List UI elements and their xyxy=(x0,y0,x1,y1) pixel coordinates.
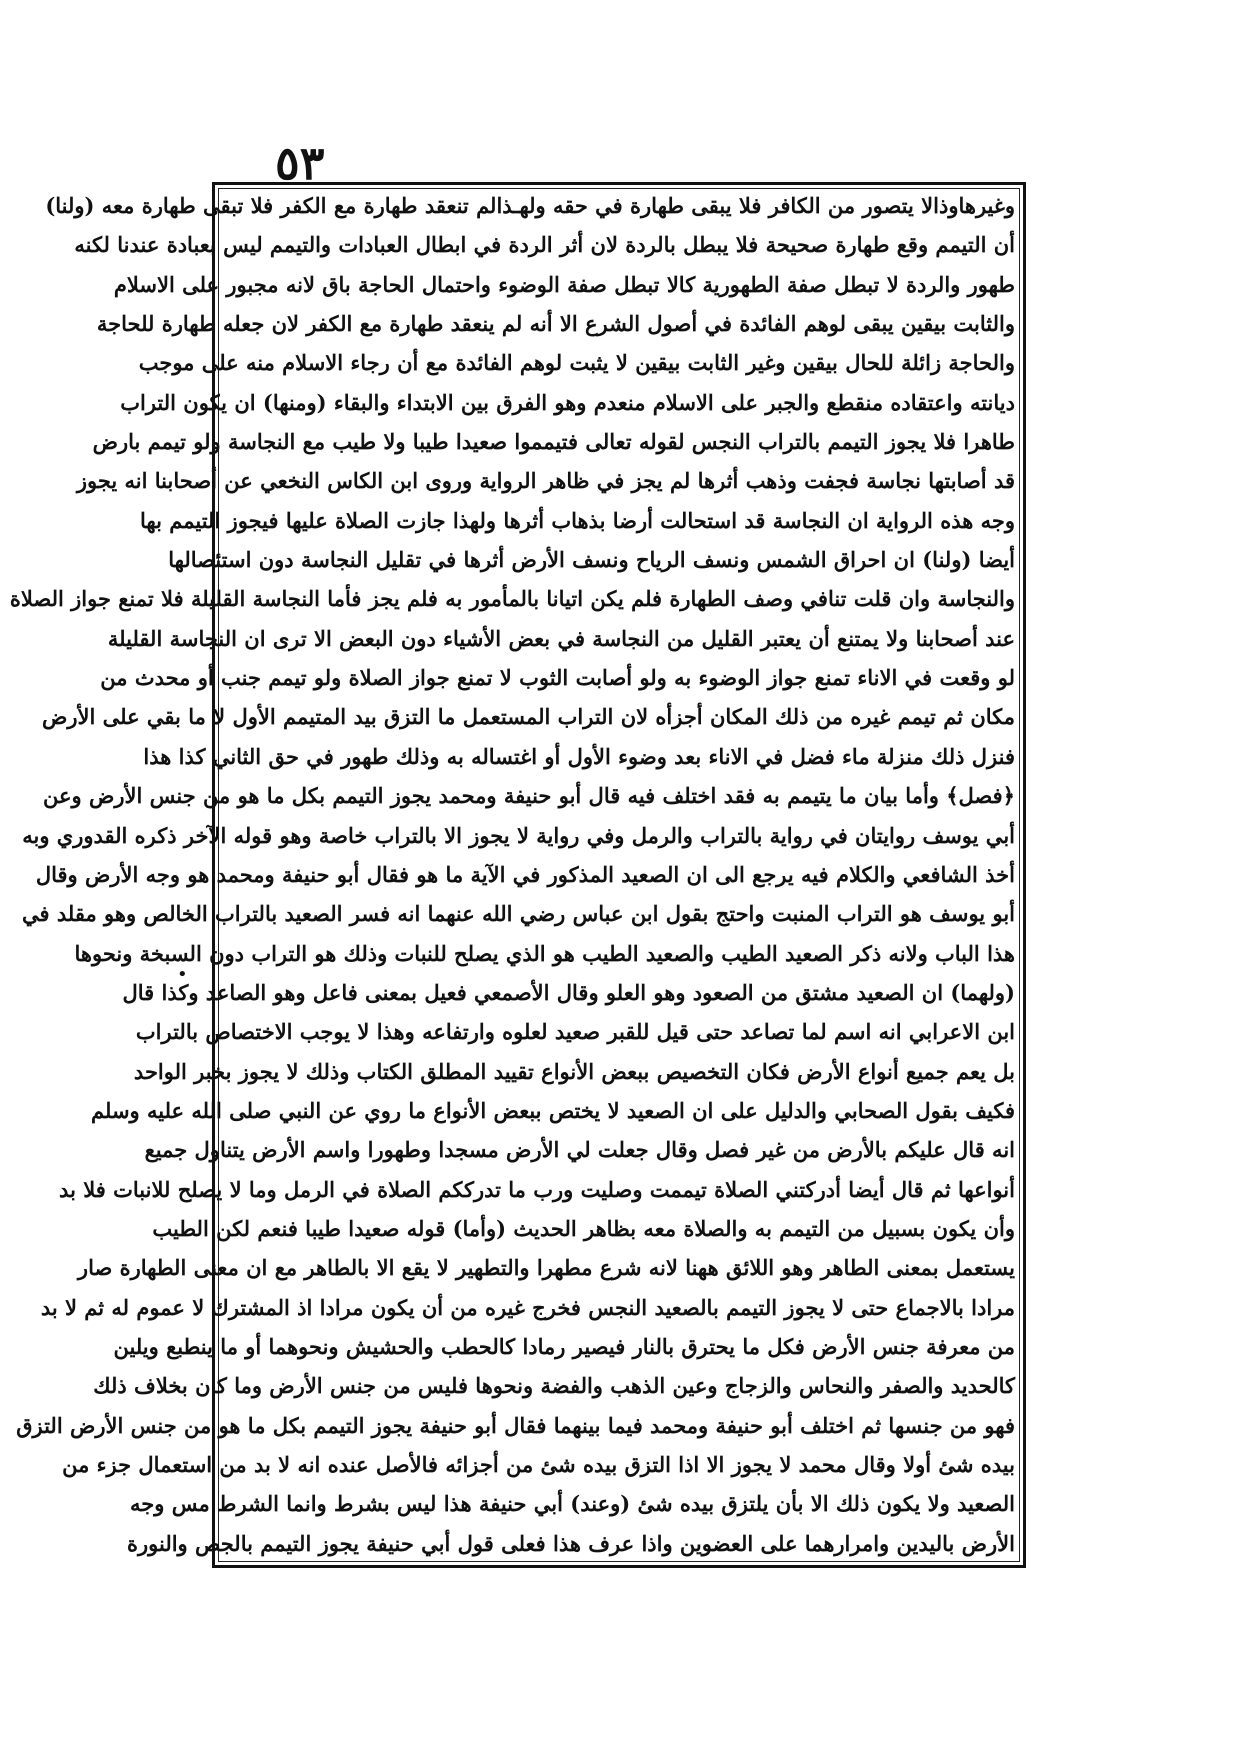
text-line: والثابت بيقين يبقى لوهم الفائدة في أصول الشرع الا أنه لم ينعقد طهارة مع الكفر لان جعله طهارة للحاجة xyxy=(96,311,1015,337)
text-line: ابن الاعرابي انه اسم لما تصاعد حتى قيل للقبر صعيد لعلوه وارتفاعه وهذا لا يوجب الاختصاص بالتراب xyxy=(135,1019,1015,1045)
text-line: أنواعها ثم قال أيضا أدركتني الصلاة تيممت وصليت ورب ما تدرككم الصلاة في الرمل وما لا يصلح للانبات فلا بد xyxy=(59,1176,1015,1202)
text-line: لو وقعت في الاناء تمنع جواز الوضوء به ولو أصابت الثوب لا تمنع جواز الصلاة ولو تيمم جنب أو محدث من xyxy=(100,665,1015,691)
text-line: مكان ثم تيمم غيره من ذلك المكان أجزأه لان التراب المستعمل ما التزق بيد المتيمم الأول لا ما بقي على الأرض xyxy=(41,704,1015,730)
text-line: كالحديد والصفر والنحاس والزجاج وعين الذهب والفضة ونحوها فليس من جنس الأرض وما كان بخلاف ذلك xyxy=(93,1373,1015,1399)
text-line: وغيرهاوذالا يتصور من الكافر فلا يبقى طهارة في حقه ولهـذالم تنعقد طهارة مع الكفر فلا تبقى طهارة معه (ولنا) xyxy=(45,193,1015,218)
text-line: الأرض باليدين وامرارهما على العضوين واذا عرف هذا فعلى قول أبي حنيفة يجوز التيمم بالجص والنورة xyxy=(127,1530,1015,1556)
text-line: (ولهما) ان الصعيد مشتق من الصعود وهو العلو وقال الأصمعي فعيل بمعنى فاعل وهو الصاعد وكذا قال xyxy=(122,979,1015,1005)
text-line: الصعيد ولا يكون ذلك الا بأن يلتزق بيده شئ (وعند) أبي حنيفة هذا ليس بشرط وانما الشرط مس وجه xyxy=(130,1491,1015,1517)
text-line: وجه هذه الرواية ان النجاسة قد استحالت أرضا بذهاب أثرها ولهذا جازت الصلاة عليها فيجوز التيمم بها xyxy=(140,507,1015,533)
page-number: ٥٣ xyxy=(275,136,325,190)
text-line: طهور والردة لا تبطل صفة الطهورية كالا تبطل صفة الوضوء واحتمال الحاجة باق لانه مجبور على الاسلام xyxy=(113,271,1015,297)
text-line: والنجاسة وان قلت تنافي وصف الطهارة فلم يكن اتيانا بالمأمور به فلم يجز فأما النجاسة القليلة فلا تمنع جواز الصلاة xyxy=(9,586,1015,612)
text-line: ﴿فصل﴾ وأما بيان ما يتيمم به فقد اختلف فيه قال أبو حنيفة ومحمد يجوز التيمم بكل ما هو من جنس الأرض وعن xyxy=(43,783,1015,809)
text-line: فكيف بقول الصحابي والدليل على ان الصعيد لا يختص ببعض الأنواع ما روي عن النبي صلى الله عليه وسلم xyxy=(91,1097,1015,1123)
page-frame xyxy=(9,182,1026,1568)
text-line: من معرفة جنس الأرض فكل ما يحترق بالنار فيصير رمادا كالحطب والحشيش ونحوهما أو ما ينطبع ويلين xyxy=(113,1333,1015,1359)
text-line: وأن يكون بسبيل من التيمم به والصلاة معه بظاهر الحديث (وأما) قوله صعيدا طيبا فنعم لكن الطيب xyxy=(152,1215,1015,1241)
text-line: أخذ الشافعي والكلام فيه يرجع الى ان الصعيد المذكور في الآية ما هو فقال أبو حنيفة ومحمد هو وجه الأرض وقال xyxy=(35,861,1015,887)
text-line: مرادا بالاجماع حتى لا يجوز التيمم بالصعيد النجس فخرج غيره من أن يكون مرادا اذ المشترك لا عموم له ثم لا بد xyxy=(40,1294,1015,1320)
text-line: أبو يوسف هو التراب المنبت واحتج بقول ابن عباس رضي الله عنهما انه فسر الصعيد بالتراب الخالص وهو مقلد في xyxy=(22,901,1015,927)
text-body xyxy=(9,191,1015,1559)
text-line: أيضا (ولنا) ان احراق الشمس ونسف الرياح ونسف الأرض أثرها في تقليل النجاسة دون استئصالها xyxy=(168,547,1015,573)
text-line: فهو من جنسها ثم اختلف أبو حنيفة ومحمد فيما بينهما فقال أبو حنيفة يجوز التيمم بكل ما هو من جنس الأرض التزق xyxy=(16,1412,1015,1438)
text-line: يستعمل بمعنى الطاهر وهو اللائق ههنا لانه شرع مطهرا والتطهير لا يقع الا بالطاهر مع ان معنى الطهارة صار xyxy=(77,1255,1015,1281)
text-line: قد أصابتها نجاسة فجفت وذهب أثرها لم يجز في ظاهر الرواية وروى ابن الكاس النخعي عن أصحابنا انه يجوز xyxy=(76,468,1015,494)
text-line: انه قال عليكم بالأرض من غير فصل وقال جعلت لي الأرض مسجدا وطهورا واسم الأرض يتناول جميع xyxy=(144,1137,1015,1163)
text-line: طاهرا فلا يجوز التيمم بالتراب النجس لقوله تعالى فتيمموا صعيدا طيبا ولا طيب مع النجاسة ولو تيمم بارض xyxy=(92,429,1015,455)
text-line: والحاجة زائلة للحال بيقين وغير الثابت بيقين لا يثبت لوهم الفائدة مع أن رجاء الاسلام منه على موجب xyxy=(138,350,1015,376)
margin-mark: • xyxy=(177,964,188,985)
text-line: ديانته واعتقاده منقطع والجبر على الاسلام منعدم وهو الفرق بين الابتداء والبقاء (ومنها) ان يكون التراب xyxy=(120,389,1015,415)
text-line: بل يعم جميع أنواع الأرض فكان التخصيص ببعض الأنواع تقييد المطلق الكتاب وذلك لا يجوز بخبر الواحد xyxy=(133,1058,1015,1084)
text-line: بيده شئ أولا وقال محمد لا يجوز الا اذا التزق بيده شئ من أجزائه فالأصل عنده انه لا بد من استعمال جزء من xyxy=(62,1452,1015,1477)
text-line: عند أصحابنا ولا يمتنع أن يعتبر القليل من النجاسة في بعض الأشياء دون البعض الا ترى ان النجاسة القليلة xyxy=(107,625,1015,651)
text-line: أن التيمم وقع طهارة صحيحة فلا يبطل بالردة لان أثر الردة في ابطال العبادات والتيمم ليس بعبادة عندنا لكنه xyxy=(74,232,1015,258)
text-line: فنزل ذلك منزلة ماء فضل في الاناء بعد وضوء الأول أو اغتساله به وذلك طهور في حق الثاني كذا هذا xyxy=(143,743,1015,769)
text-line: هذا الباب ولانه ذكر الصعيد الطيب والصعيد الطيب هو الذي يصلح للنبات وذلك هو التراب دون السبخة ونحوها xyxy=(74,940,1015,966)
text-line: أبي يوسف روايتان في رواية بالتراب والرمل وفي رواية لا يجوز الا بالتراب خاصة وهو قوله الآخر ذكره القدوري وبه xyxy=(22,822,1015,848)
